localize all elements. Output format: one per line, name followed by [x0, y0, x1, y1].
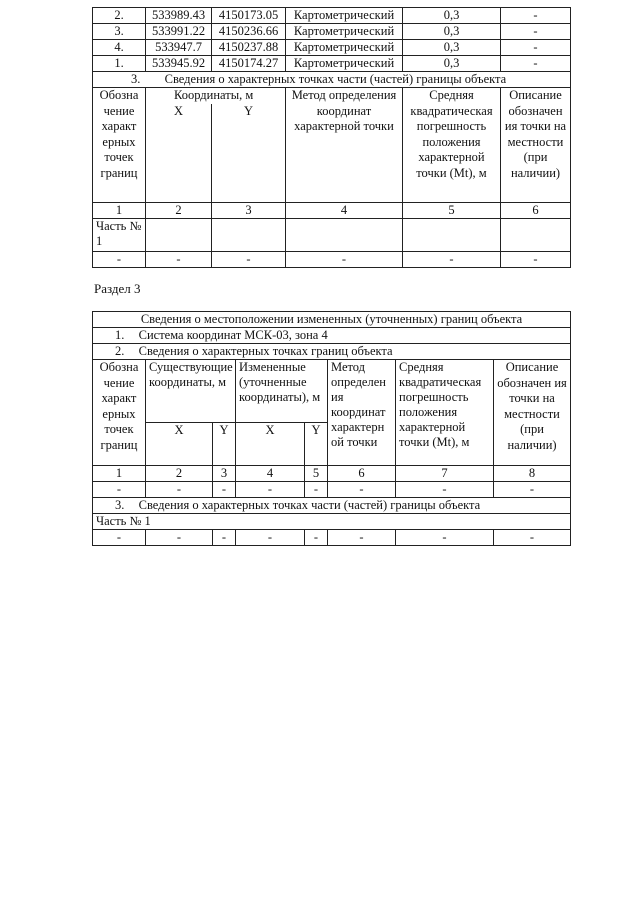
header-x2: X: [236, 423, 305, 466]
table-row: [93, 530, 571, 546]
dash-cell: -: [494, 482, 571, 498]
point-number: 1.: [93, 56, 146, 72]
section-number: 3.: [131, 72, 141, 86]
coord-y: 4150173.05: [212, 8, 286, 24]
item-number: 1.: [115, 328, 125, 342]
dash-cell: -: [286, 252, 403, 268]
header-y1: Y: [213, 423, 236, 466]
dash-cell: -: [146, 252, 212, 268]
section-title: Сведения о характерных точках части (частей) границы объекта: [164, 72, 507, 86]
point-number: 4.: [93, 40, 146, 56]
mt-value: 0,3: [403, 24, 501, 40]
dash-cell: -: [93, 252, 146, 268]
col-number: 3: [213, 466, 236, 482]
method: Картометрический: [286, 24, 403, 40]
column-number-row: [93, 466, 571, 482]
header-row: [93, 360, 571, 423]
part-row: [93, 219, 571, 252]
dash-cell: -: [494, 530, 571, 546]
dash-cell: -: [93, 530, 146, 546]
col-number: 8: [494, 466, 571, 482]
changed-borders-table: [92, 311, 571, 546]
item-number: 2.: [115, 344, 125, 358]
coord-y: 4150174.27: [212, 56, 286, 72]
header-description: Описание обозначен ия точки на местности (при наличии): [501, 88, 571, 203]
dash-cell: -: [396, 530, 494, 546]
coord-x: 533947.7: [146, 40, 212, 56]
part-row: [93, 514, 571, 530]
item-row: [93, 328, 571, 344]
dash-cell: -: [403, 252, 501, 268]
item-title: Сведения о характерных точках части (частей) границы объекта: [138, 498, 481, 512]
header-x: X: [146, 104, 212, 203]
mt-value: 0,3: [403, 56, 501, 72]
dash-cell: -: [93, 482, 146, 498]
dash-cell: -: [305, 530, 328, 546]
col-number: 4: [286, 203, 403, 219]
table-row: [93, 24, 571, 40]
header-designation: Обозна чение характ ерных точек границ: [93, 360, 146, 466]
empty-cell: [501, 219, 571, 252]
item-title: Сведения о характерных точках границ объекта: [138, 344, 393, 358]
empty-cell: [403, 219, 501, 252]
header-method: Метод определения координат характерной точки: [286, 88, 403, 203]
table-row: [93, 56, 571, 72]
empty-cell: [212, 219, 286, 252]
table-row: [93, 8, 571, 24]
coord-y: 4150237.88: [212, 40, 286, 56]
dash-cell: -: [236, 530, 305, 546]
header-row: [93, 88, 571, 104]
col-number: 1: [93, 466, 146, 482]
item-row: [93, 498, 571, 514]
part-label: Часть № 1: [93, 514, 571, 530]
col-number: 5: [305, 466, 328, 482]
header-mt: Средняя квадратическая погрешность положения характерной точки (Mt), м: [396, 360, 494, 466]
dash-cell: -: [213, 482, 236, 498]
column-number-row: [93, 203, 571, 219]
points-table-part1: [92, 7, 571, 268]
col-number: 2: [146, 466, 213, 482]
method: Картометрический: [286, 8, 403, 24]
dash-cell: -: [212, 252, 286, 268]
table-row: [93, 482, 571, 498]
header-designation: Обозна чение характ ерных точек границ: [93, 88, 146, 203]
col-number: 4: [236, 466, 305, 482]
description: -: [501, 40, 571, 56]
dash-cell: -: [236, 482, 305, 498]
dash-cell: -: [213, 530, 236, 546]
table-row: [93, 252, 571, 268]
dash-cell: -: [501, 252, 571, 268]
point-number: 3.: [93, 24, 146, 40]
col-number: 2: [146, 203, 212, 219]
dash-cell: -: [146, 530, 213, 546]
header-x1: X: [146, 423, 213, 466]
point-number: 2.: [93, 8, 146, 24]
header-y2: Y: [305, 423, 328, 466]
method: Картометрический: [286, 56, 403, 72]
header-changed: Измененные (уточненные координаты), м: [236, 360, 328, 423]
dash-cell: -: [146, 482, 213, 498]
coordinate-system: Система координат МСК-03, зона 4: [138, 328, 328, 342]
col-number: 6: [501, 203, 571, 219]
mt-value: 0,3: [403, 8, 501, 24]
description: -: [501, 8, 571, 24]
coord-x: 533991.22: [146, 24, 212, 40]
col-number: 5: [403, 203, 501, 219]
table-title: Сведения о местоположении измененных (уточненных) границ объекта: [93, 312, 571, 328]
empty-cell: [286, 219, 403, 252]
col-number: 6: [328, 466, 396, 482]
header-existing: Существующие координаты, м: [146, 360, 236, 423]
col-number: 7: [396, 466, 494, 482]
item-row: [93, 344, 571, 360]
title-row: [93, 312, 571, 328]
header-description: Описание обозначен ия точки на местности (при наличии): [494, 360, 571, 466]
empty-cell: [146, 219, 212, 252]
description: -: [501, 24, 571, 40]
dash-cell: -: [305, 482, 328, 498]
header-y: Y: [212, 104, 286, 203]
table-row: [93, 40, 571, 56]
coord-y: 4150236.66: [212, 24, 286, 40]
section-heading-row: [93, 72, 571, 88]
section-label: Раздел 3: [94, 281, 141, 296]
header-mt: Средняя квадратическая погрешность положения характерной точки (Mt), м: [403, 88, 501, 203]
header-coords: Координаты, м: [146, 88, 286, 104]
dash-cell: -: [328, 530, 396, 546]
coord-x: 533945.92: [146, 56, 212, 72]
item-number: 3.: [115, 498, 125, 512]
part-label: Часть № 1: [93, 219, 146, 252]
method: Картометрический: [286, 40, 403, 56]
coord-x: 533989.43: [146, 8, 212, 24]
col-number: 3: [212, 203, 286, 219]
header-method: Метод определен ия координат характерн ой точки: [328, 360, 396, 466]
mt-value: 0,3: [403, 40, 501, 56]
description: -: [501, 56, 571, 72]
dash-cell: -: [328, 482, 396, 498]
dash-cell: -: [396, 482, 494, 498]
col-number: 1: [93, 203, 146, 219]
